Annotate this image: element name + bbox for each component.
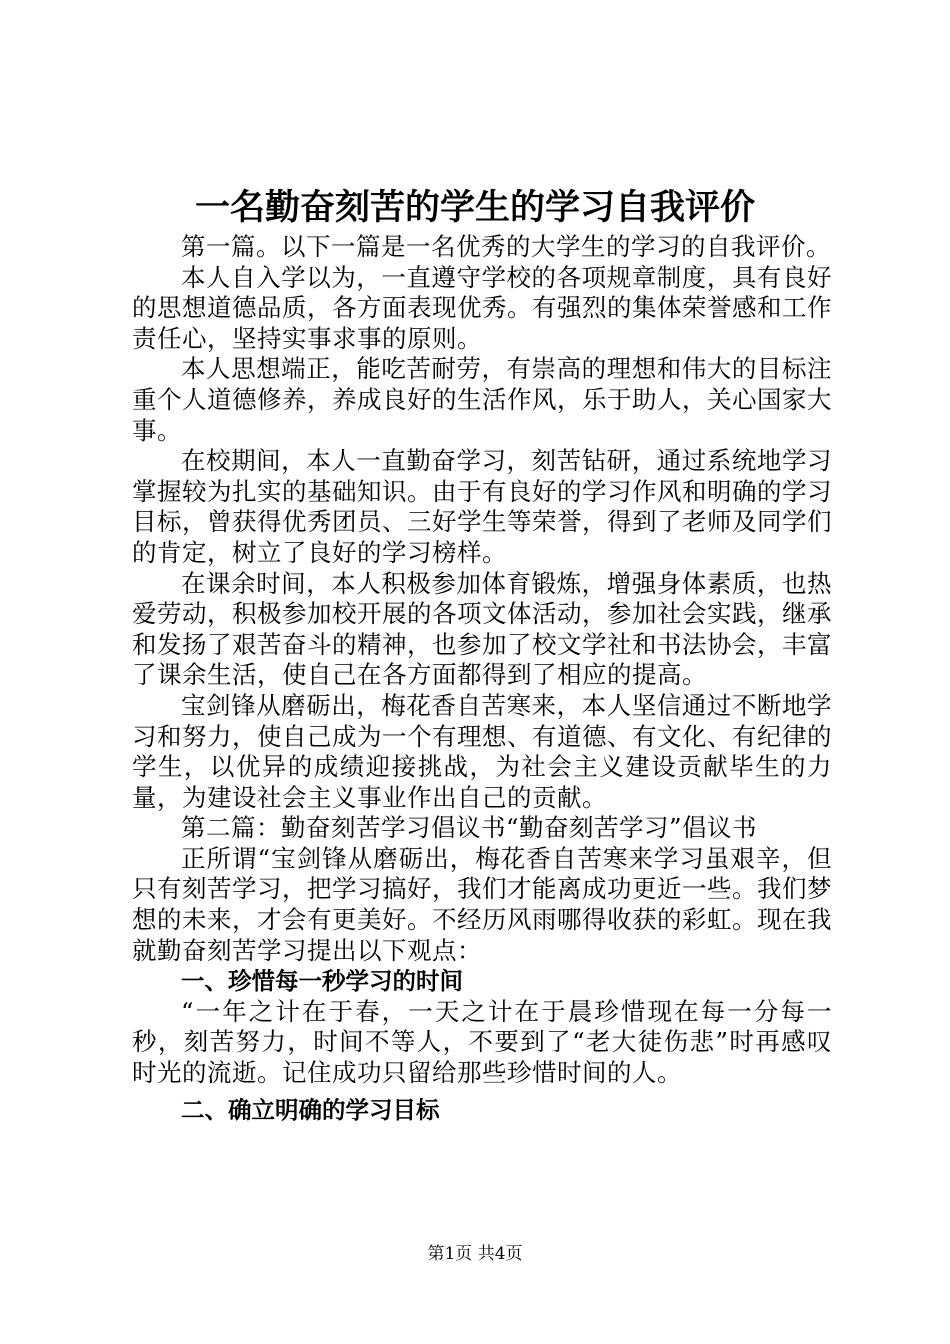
section-heading-2: 二、确立明确的学习目标 [181, 1095, 440, 1124]
document-title: 一名勤奋刻苦的学生的学习自我评价 [194, 187, 755, 228]
paragraph-thought: 本人思想端正，能吃苦耐劳，有崇高的理想和伟大的目标注重个人道德修养，养成良好的生活作风，乐于助人，关心国家大事。 [132, 354, 832, 445]
paragraph-time: “一年之计在于春，一天之计在于晨珍惜现在每一分每一秒，刻苦努力，时间不等人，不要到了“老大徒伤悲”时再感叹时光的流逝。记住成功只留给那些珍惜时间的人。 [132, 996, 832, 1088]
paragraph-proposal: 正所谓“宝剑锋从磨砺出，梅花香自苦寒来学习虽艰辛，但只有刻苦学习，把学习搞好，我们才能离成功更近一些。我们梦想的未来，才会有更美好。不经历风雨哪得收获的彩虹。现在我就勤奋刻苦学习提出以下观点： [132, 843, 832, 965]
paragraph-study: 在校期间，本人一直勤奋学习，刻苦钻研，通过系统地学习掌握较为扎实的基础知识。由于有良好的学习作风和明确的学习目标，曾获得优秀团员、三好学生等荣誉，得到了老师及同学们的肯定，树立了良好的学习榜样。 [132, 446, 832, 567]
paragraph-activities: 在课余时间，本人积极参加体育锻炼，增强身体素质，也热爱劳动，积极参加校开展的各项文体活动，参加社会实践，继承和发扬了艰苦奋斗的精神，也参加了校文学社和书法协会，丰富了课余生活，使自己在各方面都得到了相应的提高。 [132, 568, 832, 690]
paragraph-part-two-title: 第二篇：勤奋刻苦学习倡议书“勤奋刻苦学习”倡议书 [181, 813, 758, 843]
paragraph-conclusion: 宝剑锋从磨砺出，梅花香自苦寒来，本人坚信通过不断地学习和努力，使自己成为一个有理想、有道德、有文化、有纪律的学生，以优异的成绩迎接挑战，为社会主义建设贡献毕生的力量，为建设社会主义事业作出自己的贡献。 [132, 690, 832, 812]
section-heading-1: 一、珍惜每一秒学习的时间 [181, 967, 463, 996]
paragraph-intro: 第一篇。以下一篇是一名优秀的大学生的学习的自我评价。 [181, 232, 831, 261]
page-number-footer: 第1页 共4页 [427, 1244, 523, 1264]
paragraph-conduct: 本人自入学以为，一直遵守学校的各项规章制度，具有良好的思想道德品质，各方面表现优秀。有强烈的集体荣誉感和工作责任心，坚持实事求事的原则。 [132, 262, 832, 353]
document-body [132, 232, 832, 1125]
